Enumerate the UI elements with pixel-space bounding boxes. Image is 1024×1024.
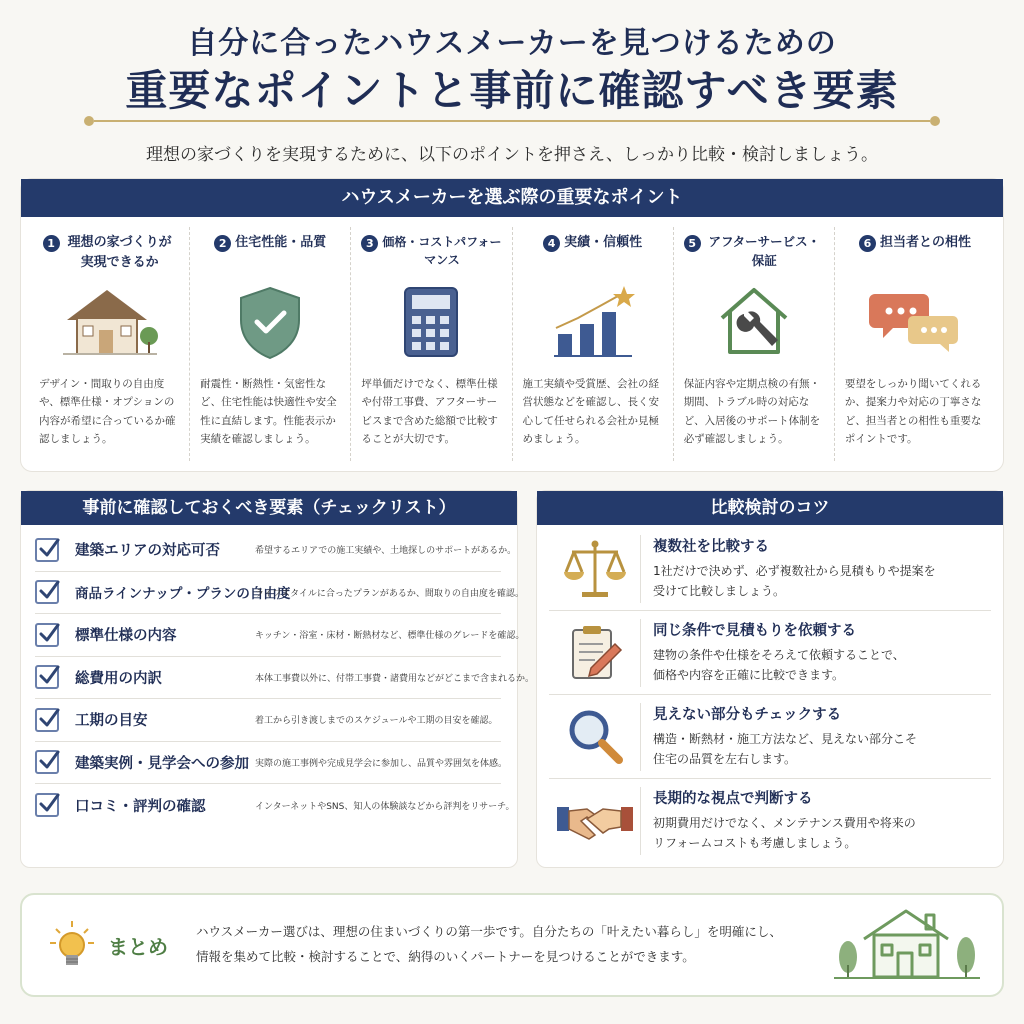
calculator-icon [361, 277, 501, 367]
lightbulb-icon [48, 919, 96, 979]
point-card-2 [190, 227, 351, 461]
summary-label: まとめ [108, 935, 168, 959]
points-heading: ハウスメーカーを選ぶ際の重要なポイント [21, 179, 1003, 217]
point-card-3 [351, 227, 512, 461]
checklist-item [35, 784, 515, 827]
checklist-item [35, 699, 501, 742]
point-desc: 保証内容や定期点検の有無・期間、トラブル時の対応など、入居後のサポート体制を必ず確認しましょう。 [683, 378, 821, 446]
tip-desc: 建物の条件や仕様をそろえて依頼することで、 [653, 648, 905, 662]
point-number: 2 [214, 235, 231, 252]
checklist-item [35, 742, 508, 785]
tips-heading: 比較検討のコツ [537, 491, 1003, 525]
point-title: 理想の家づくりが実現できるか [67, 235, 172, 270]
tips-section [536, 490, 1004, 868]
bar-chart-star-icon [523, 277, 663, 367]
tip-item [549, 611, 991, 695]
checklist-section [20, 490, 535, 868]
point-card-5 [674, 227, 835, 461]
point-number: 4 [543, 235, 560, 252]
tip-desc: 住宅の品質を左右します。 [653, 751, 797, 766]
point-number: 3 [361, 235, 378, 252]
tip-title: 同じ条件で見積もりを依頼する [653, 623, 856, 639]
point-title: 価格・コストパフォーマンス [382, 235, 502, 267]
summary-text: 情報を集めて比較・検討することで、納得のいくパートナーを見つけることができます。 [196, 949, 695, 964]
checklist-heading: 事前に確認しておくべき要素（チェックリスト） [21, 491, 517, 525]
handshake-icon [549, 787, 641, 855]
checkbox-checked-icon[interactable] [35, 793, 59, 817]
checklist-desc: 本体工事費以外に、付帯工事費・諸費用などがどこまで含まれるか。 [255, 673, 535, 684]
point-number: 5 [684, 235, 701, 252]
point-desc: デザイン・間取りの自由度や、標準仕様・オプションの内容が希望に合っているか確認しましょう。 [39, 378, 176, 446]
checklist-desc: キッチン・浴室・床材・断熱材など、標準仕様のグレードを確認。 [255, 631, 525, 642]
decor-dot-right [930, 116, 940, 126]
checklist-item [35, 657, 535, 700]
checklist-label: 建築エリアの対応可否 [75, 543, 220, 560]
point-number: 6 [859, 235, 876, 252]
point-card-4 [513, 227, 674, 461]
tip-title: 長期的な視点で判断する [653, 791, 813, 807]
point-title: 住宅性能・品質 [235, 235, 327, 250]
points-section [20, 178, 1004, 472]
checklist-label: 工期の目安 [75, 713, 148, 730]
checklist-desc: ライフスタイルに合ったプランがあるか、間取りの自由度を確認。 [255, 588, 524, 599]
summary-text: ハウスメーカー選びは、理想の住まいづくりの第一歩です。自分たちの「叶えたい暮らし」を明確にし、 [196, 924, 782, 939]
point-number: 1 [43, 235, 60, 252]
checklist-desc: インターネットやSNS、知人の体験談などから評判をリサーチ。 [255, 801, 515, 812]
checklist-desc: 実際の施工事例や完成見学会に参加し、品質や雰囲気を体感。 [255, 758, 508, 769]
house-wrench-icon [684, 277, 824, 367]
tip-desc: 構造・断熱材・施工方法など、見えない部分こそ [653, 732, 918, 746]
point-title: 担当者との相性 [879, 235, 971, 250]
house-trees-icon [832, 905, 982, 989]
lead-text: 理想の家づくりを実現するために、以下のポイントを押さえ、しっかり比較・検討しましょう。 [145, 145, 879, 165]
tip-desc: 受けて比較しましょう。 [653, 583, 786, 598]
point-desc: 耐震性・断熱性・気密性など、住宅性能は快適性や安全性に直結します。性能表示か実績を確認しましょう。 [200, 378, 337, 446]
checkbox-checked-icon[interactable] [35, 750, 59, 774]
tip-desc: リフォームコストも考慮しましょう。 [653, 835, 857, 850]
point-title: 実績・信頼性 [564, 235, 643, 250]
house-icon [39, 277, 179, 367]
checklist-desc: 着工から引き渡しまでのスケジュールや工期の目安を確認。 [255, 716, 498, 727]
point-desc: 要望をしっかり聞いてくれるか、提案力や対応の丁寧さなど、担当者との相性も重要なポイントです。 [844, 378, 982, 446]
checklist-label: 標準仕様の内容 [75, 628, 177, 645]
shield-check-icon [200, 277, 340, 367]
point-title: アフターサービス・保証 [708, 234, 821, 268]
decor-dot-left [84, 116, 94, 126]
tip-item [549, 779, 991, 863]
checklist-label: 建築実例・見学会への参加 [75, 755, 249, 772]
point-card-1 [29, 227, 190, 461]
checklist-desc: 希望するエリアでの施工実績や、土地探しのサポートがあるか。 [255, 546, 517, 557]
checkbox-checked-icon[interactable] [35, 623, 59, 647]
magnifier-icon [549, 703, 641, 771]
tip-desc: 価格や内容を正確に比較できます。 [653, 667, 845, 682]
checklist-item [35, 572, 524, 615]
title-line-2: 重要なポイントと事前に確認すべき要素 [125, 66, 899, 115]
decor-line [94, 120, 930, 122]
tip-desc: 1社だけで決めず、必ず複数社から見積もりや提案を [653, 564, 936, 578]
summary-box [20, 893, 1004, 997]
scales-icon [549, 535, 641, 603]
speech-bubbles-icon [845, 277, 985, 367]
checklist-item [35, 614, 525, 657]
checklist-label: 総費用の内訳 [75, 670, 162, 687]
tip-title: 見えない部分もチェックする [653, 707, 842, 723]
point-card-6 [835, 227, 995, 461]
checklist-label: 商品ラインナップ・プランの自由度 [75, 586, 291, 603]
point-desc: 施工実績や受賞歴、会社の経営状態などを確認し、長く安心して任せられる会社か見極めましょう。 [522, 378, 660, 446]
checkbox-checked-icon[interactable] [35, 665, 59, 689]
tip-title: 複数社を比較する [653, 539, 769, 555]
checklist-label: 口コミ・評判の確認 [75, 798, 206, 815]
checkbox-checked-icon[interactable] [35, 580, 59, 604]
checkbox-checked-icon[interactable] [35, 538, 59, 562]
checklist-item [35, 529, 517, 572]
tip-item [549, 527, 991, 611]
title-line-1: 自分に合ったハウスメーカーを見つけるための [187, 26, 837, 61]
tip-desc: 初期費用だけでなく、メンテナンス費用や将来の [653, 816, 916, 830]
point-desc: 坪単価だけでなく、標準仕様や付帯工事費、アフターサービスまで含めた総額で比較することが大切です。 [361, 378, 498, 446]
document-pencil-icon [549, 619, 641, 687]
checkbox-checked-icon[interactable] [35, 708, 59, 732]
tip-item [549, 695, 991, 779]
